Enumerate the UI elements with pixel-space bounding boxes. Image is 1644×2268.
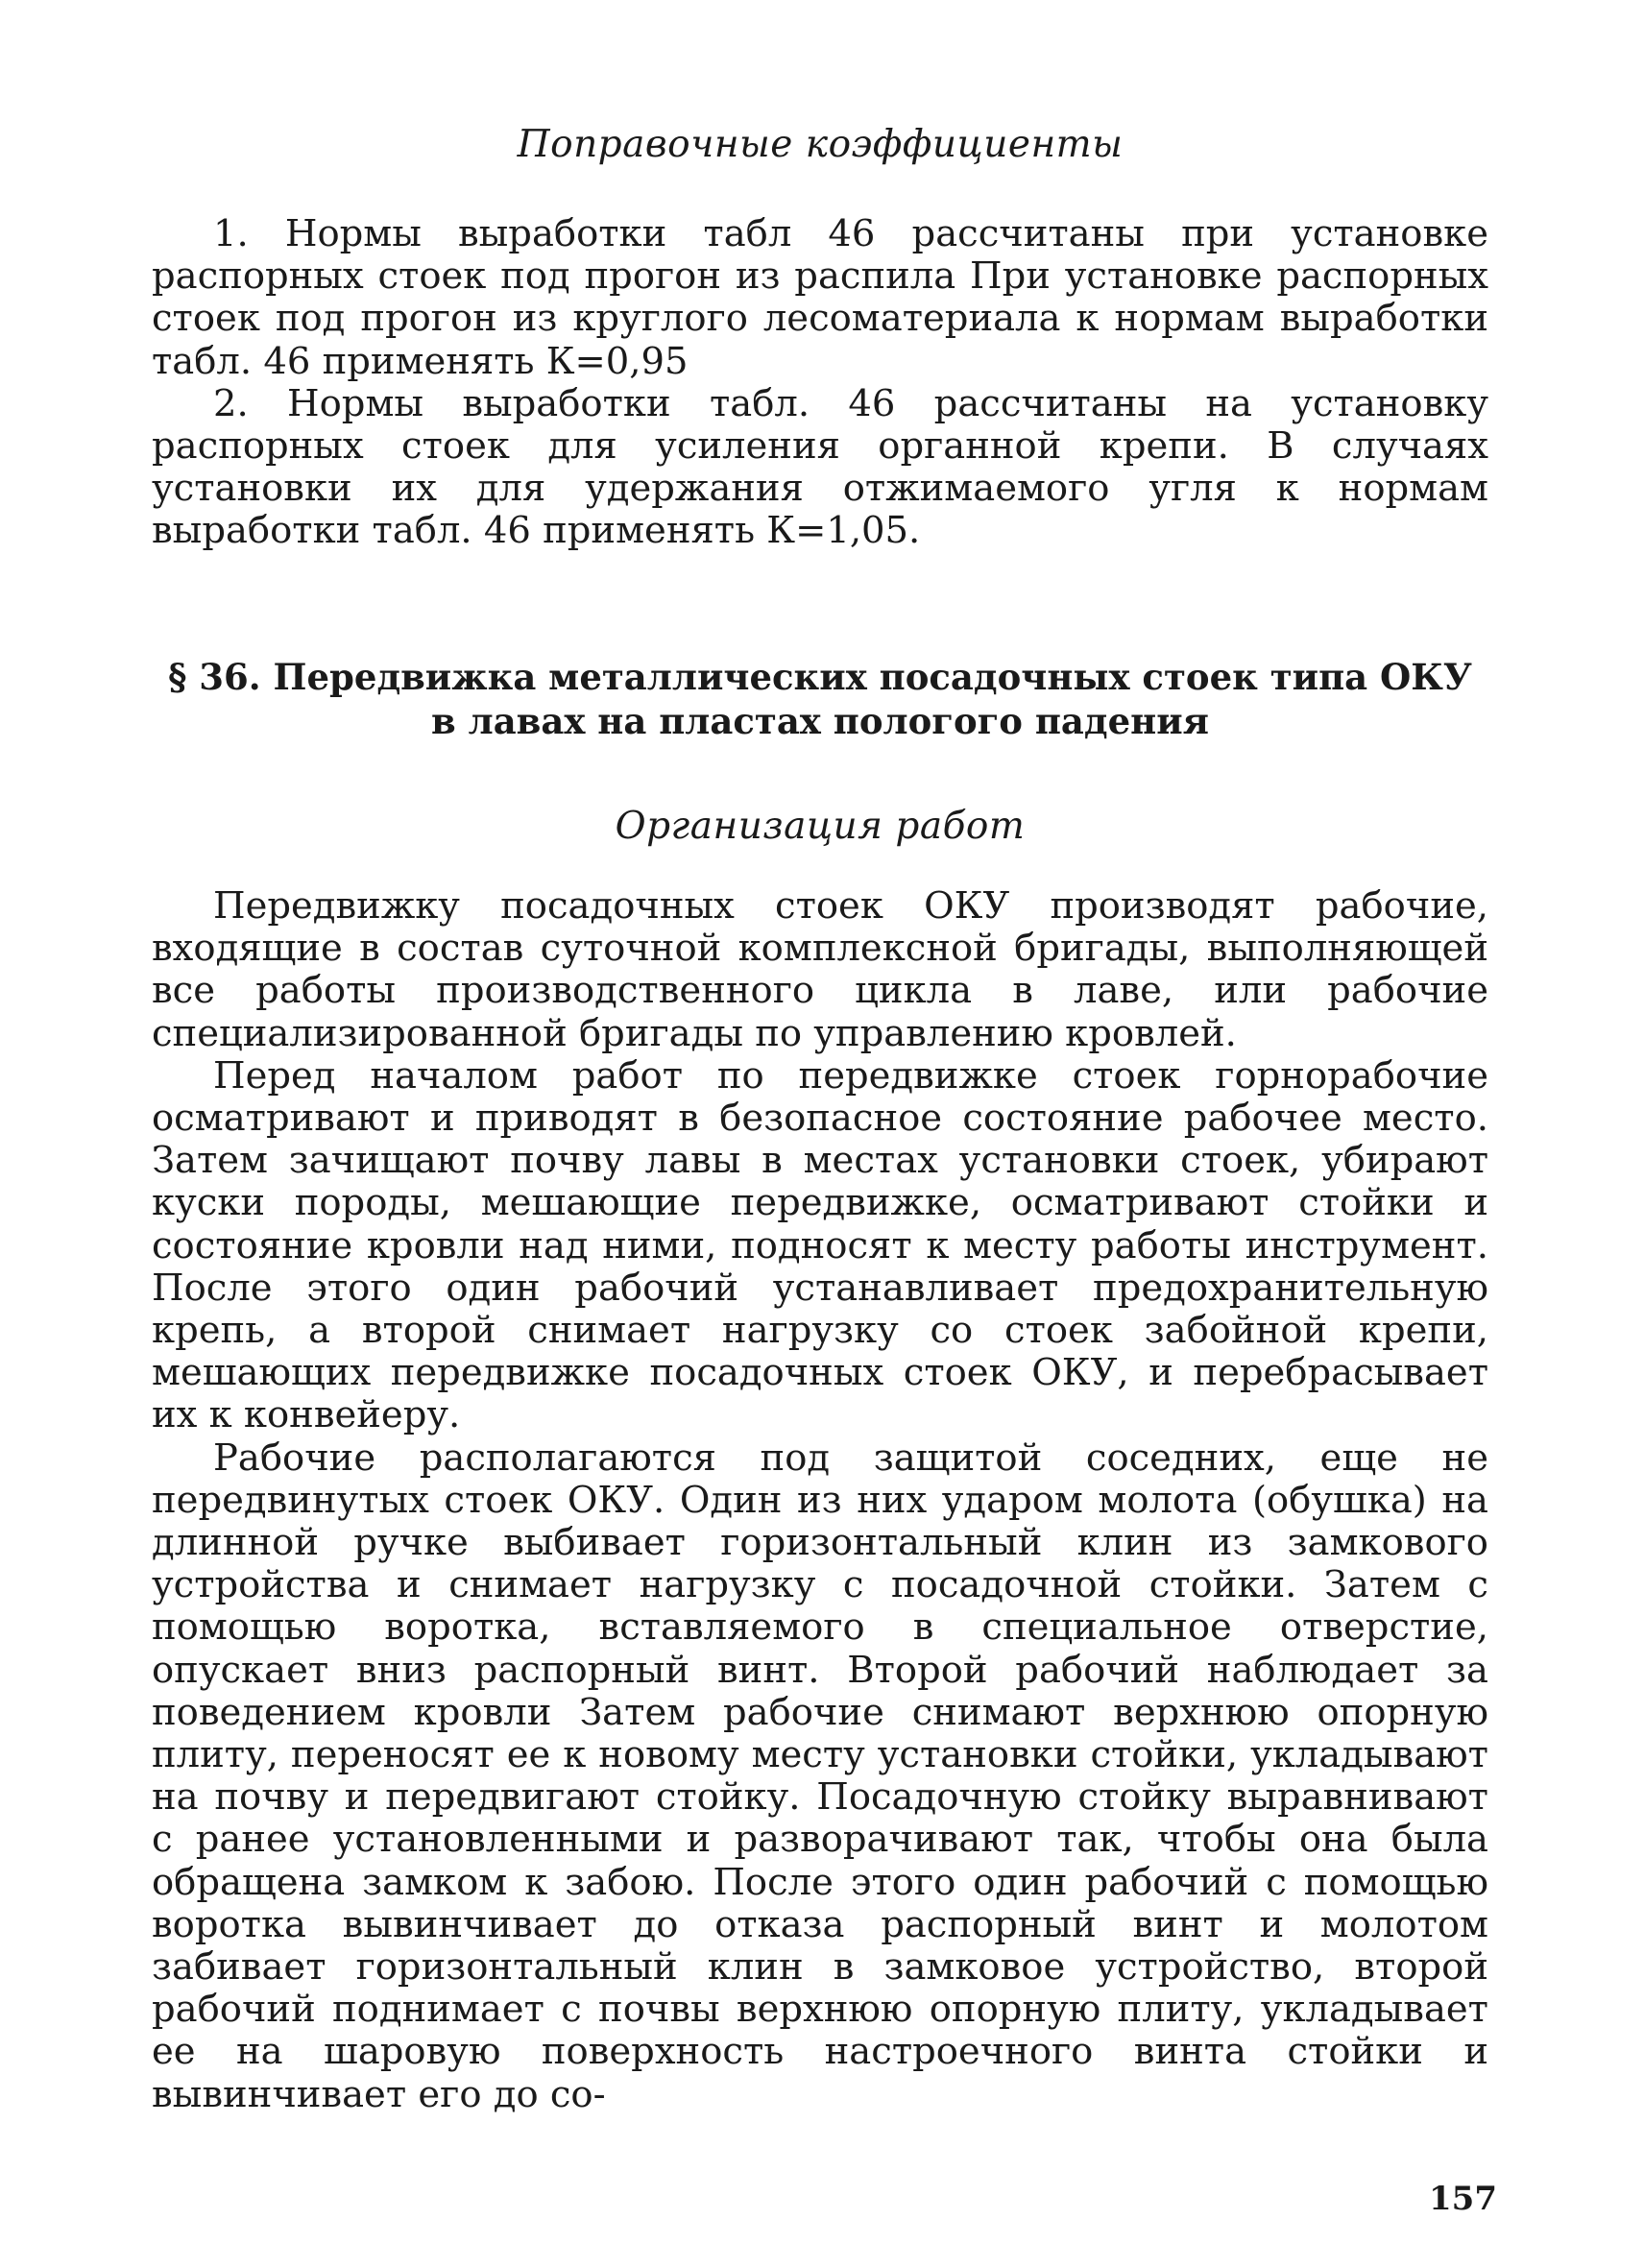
paragraph-3: Рабочие располагаются под защитой соседних, еще не передвинутых стоек ОКУ. Один из них ударом молота (обушка) на длинной ручке выбивает горизонтальный клин из замкового устройства и снимает нагрузку с посадочной стойки. Затем с помощью воротка, вставляемого в специальное отверстие, опускает вниз распорный винт. Второй рабочий наблюдает за поведением кровли Затем рабочие снимают верхнюю опорную плиту, переносят ее к новому месту установки стойки, укладывают на почву и передвигают стойку. Посадочную стойку выравнивают с ранее установленными и разворачивают так, чтобы она была обращена замком к забою. После этого один рабочий с помощью воротка вывинчивает до отказа распорный винт и молотом забивает горизонтальный клин в замковое устройство, второй рабочий поднимает с почвы верхнюю опорную плиту, укладывает ее на шаровую поверхность настроечного винта стойки и вывинчивает его до со- (152, 1436, 1488, 2116)
section-heading-line-1: § 36. Передвижка металлических посадочных стоек типа ОКУ (168, 656, 1472, 698)
section-heading (152, 655, 1488, 743)
paragraph-1: Передвижку посадочных стоек ОКУ производят рабочие, входящие в состав суточной комплексной бригады, выполняющей все работы производственного цикла в лаве, или рабочие специализированной бригады по управлению кровлей. (152, 884, 1488, 1055)
paragraph-2: Перед началом работ по передвижке стоек горнорабочие осматривают и приводят в безопасное состояние рабочее место. Затем зачищают почву лавы в местах установки стоек, убирают куски породы, мешающие передвижке, осматривают стойки и состояние кровли над ними, подносят к месту работы инструмент. После этого один рабочий устанавливает предохранительную крепь, а второй снимает нагрузку со стоек забойной крепи, мешающих передвижке посадочных стоек ОКУ, и перебрасывает их к конвейеру. (152, 1053, 1488, 1437)
page-number: 157 (1429, 2180, 1497, 2218)
body-text (152, 885, 1488, 2116)
note-2: 2. Нормы выработки табл. 46 рассчитаны на установку распорных стоек для усиления органной крепи. В случаях установки их для удержания отжимаемого угля к нормам выработки табл. 46 применять К=1,05. (152, 381, 1488, 553)
correction-notes (152, 213, 1488, 553)
correction-factors-subheading: Поправочные коэффициенты (517, 123, 1124, 166)
work-organization-subheading: Организация работ (615, 805, 1026, 848)
note-1: 1. Нормы выработки табл 46 рассчитаны при установке распорных стоек под прогон из распила При установке распорных стоек под прогон из круглого лесоматериала к нормам выработки табл. 46 применять К=0,95 (152, 212, 1488, 383)
section-heading-line-2: в лавах на пластах пологого падения (431, 700, 1209, 742)
